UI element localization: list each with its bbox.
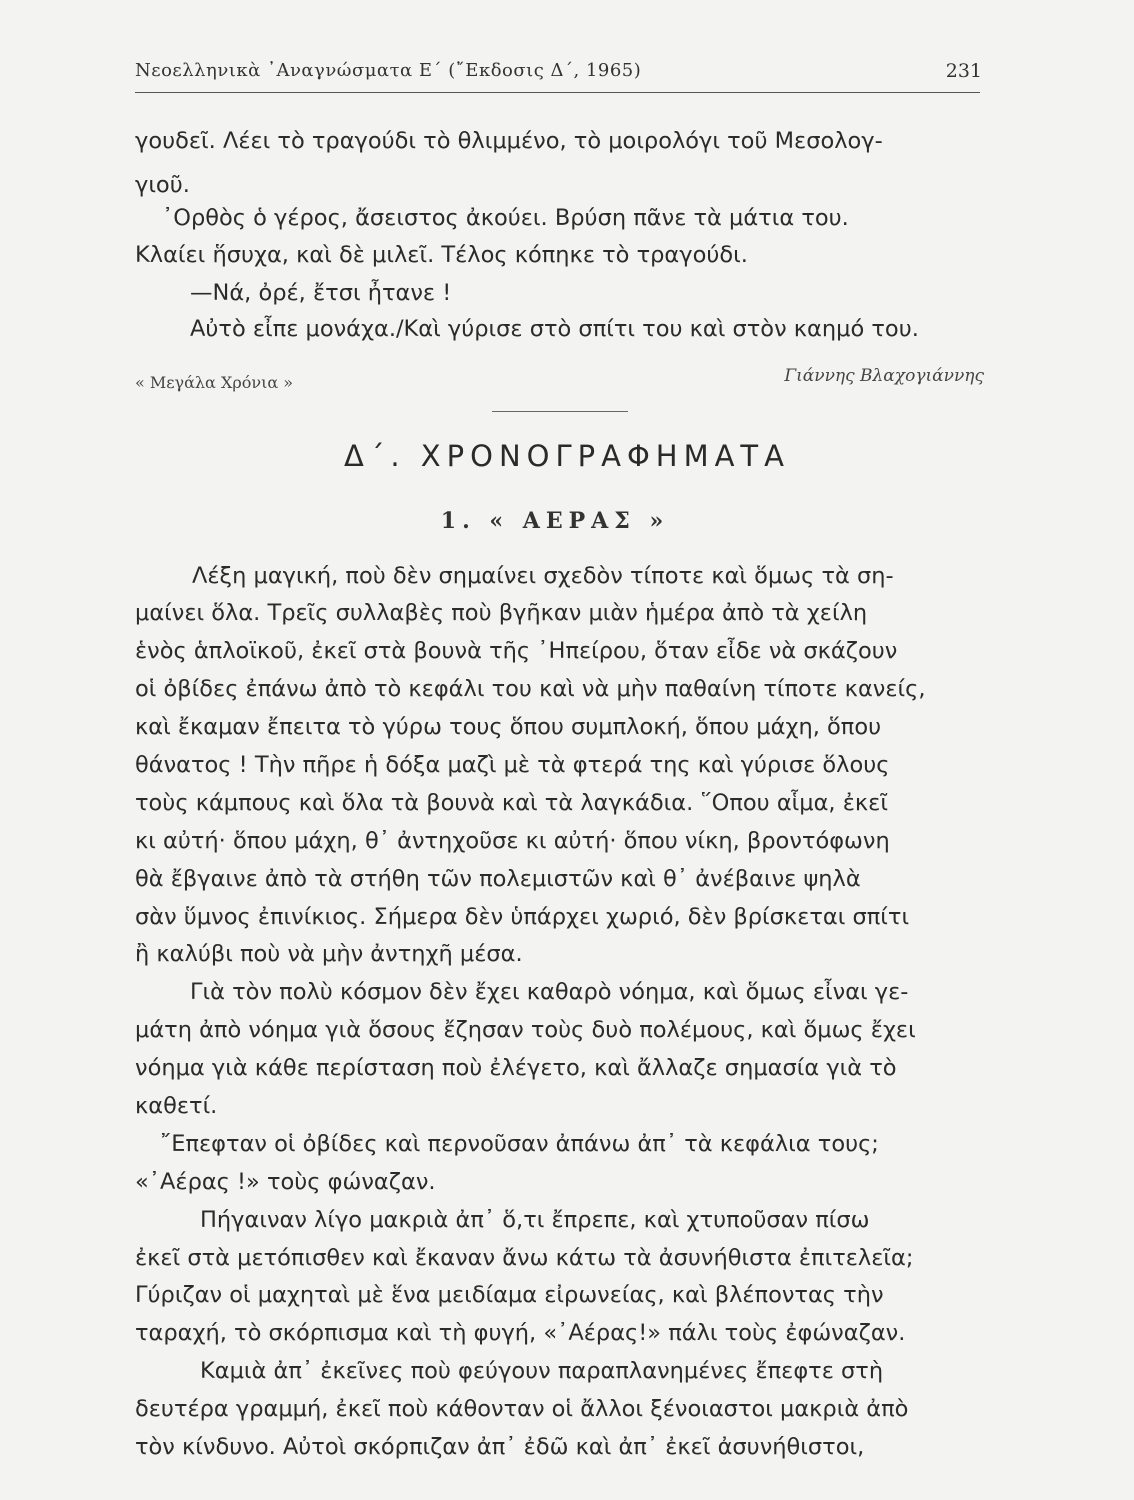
body-line: νόημα γιὰ κάθε περίσταση ποὺ ἐλέγετο, καὶ ἄλλαζε σημασία γιὰ τὸ (135, 1055, 897, 1081)
body-line: δευτέρα γραμμή, ἐκεῖ ποὺ κάθονταν οἱ ἄλλοι ξένοιαστοι μακριὰ ἀπὸ (135, 1396, 909, 1422)
body-line: Πήγαιναν λίγο μακριὰ ἀπ᾿ ὅ,τι ἔπρεπε, καὶ χτυποῦσαν πίσω (200, 1207, 870, 1233)
running-title: Νεοελληνικὰ ᾿Αναγνώσματα Ε΄ (῎Εκδοσις Δ΄, 1965) (135, 60, 642, 81)
excerpt-line: ᾿Ορθὸς ὁ γέρος, ἄσειστος ἀκούει. Βρύση πᾶνε τὰ μάτια του. (162, 205, 849, 231)
body-line: ῎Επεφταν οἱ ὀβίδες καὶ περνοῦσαν ἀπάνω ἀπ᾿ τὰ κεφάλια τους; (160, 1131, 879, 1157)
body-line: Γιὰ τὸν πολὺ κόσμον δὲν ἔχει καθαρὸ νόημα, καὶ ὅμως εἶναι γε- (190, 979, 909, 1005)
excerpt-line: Κλαίει ἥσυχα, καὶ δὲ μιλεῖ. Τέλος κόπηκε τὸ τραγούδι. (135, 242, 748, 268)
section-divider (492, 411, 628, 412)
body-line: κι αὐτή· ὅπου μάχη, θ᾿ ἀντηχοῦσε κι αὐτή· ὅπου νίκη, βροντόφωνη (135, 828, 890, 854)
subsection-title: 1. « ΑΕΡΑΣ » (440, 508, 670, 534)
body-line: μάτη ἀπὸ νόημα γιὰ ὅσους ἔζησαν τοὺς δυὸ πολέμους, καὶ ὅμως ἔχει (135, 1017, 916, 1043)
body-line: ἐκεῖ στὰ μετόπισθεν καὶ ἔκαναν ἄνω κάτω τὰ ἀσυνήθιστα ἐπιτελεῖα; (135, 1245, 914, 1271)
section-title: Δ΄. ΧΡΟΝΟΓΡΑΦΗΜΑΤΑ (343, 439, 790, 473)
excerpt-line: Αὐτὸ εἶπε μονάχα./Καὶ γύρισε στὸ σπίτι του καὶ στὸν καημό του. (190, 316, 919, 342)
author-signature: Γιάννης Βλαχογιάννης (784, 366, 984, 386)
excerpt-line: γουδεῖ. Λέει τὸ τραγούδι τὸ θλιμμένο, τὸ μοιρολόγι τοῦ Μεσολογ- (135, 128, 883, 154)
source-note: « Μεγάλα Χρόνια » (135, 373, 294, 392)
body-line: μαίνει ὅλα. Τρεῖς συλλαβὲς ποὺ βγῆκαν μιὰν ἡμέρα ἀπὸ τὰ χείλη (135, 600, 868, 626)
body-line: Λέξη μαγική, ποὺ δὲν σημαίνει σχεδὸν τίποτε καὶ ὅμως τὰ ση- (192, 563, 894, 589)
body-line: ταραχή, τὸ σκόρπισμα καὶ τὴ φυγή, «᾿Αέρας!» πάλι τοὺς ἐφώναζαν. (135, 1320, 906, 1346)
body-line: καὶ ἔκαμαν ἔπειτα τὸ γύρω τους ὅπου συμπλοκή, ὅπου μάχη, ὅπου (135, 714, 882, 740)
body-line: θὰ ἔβγαινε ἀπὸ τὰ στήθη τῶν πολεμιστῶν καὶ θ᾿ ἀνέβαινε ψηλὰ (135, 866, 861, 892)
body-line: ἢ καλύβι ποὺ νὰ μὴν ἀντηχῆ μέσα. (135, 941, 523, 967)
body-line: τοὺς κάμπους καὶ ὅλα τὰ βουνὰ καὶ τὰ λαγκάδια. ῞Οπου αἷμα, ἐκεῖ (135, 790, 888, 816)
body-line: σὰν ὕμνος ἐπινίκιος. Σήμερα δὲν ὑπάρχει χωριό, δὲν βρίσκεται σπίτι (135, 904, 910, 930)
page-header (135, 60, 982, 96)
body-line: θάνατος ! Τὴν πῆρε ἡ δόξα μαζὶ μὲ τὰ φτερά της καὶ γύρισε ὅλους (135, 752, 890, 778)
excerpt-line: —Νά, ὀρέ, ἔτσι ἦτανε ! (190, 280, 452, 306)
body-line: καθετί. (135, 1093, 218, 1119)
body-line: Καμιὰ ἀπ᾿ ἐκεῖνες ποὺ φεύγουν παραπλανημένες ἔπεφτε στὴ (200, 1358, 884, 1384)
body-line: «᾿Αέρας !» τοὺς φώναζαν. (135, 1169, 436, 1195)
page-number: 231 (945, 60, 982, 82)
body-line: οἱ ὀβίδες ἐπάνω ἀπὸ τὸ κεφάλι του καὶ νὰ μὴν παθαίνη τίποτε κανείς, (135, 676, 926, 702)
header-rule (135, 92, 980, 93)
body-line: τὸν κίνδυνο. Αὐτοὶ σκόρπιζαν ἀπ᾿ ἐδῶ καὶ ἀπ᾿ ἐκεῖ ἀσυνήθιστοι, (135, 1434, 865, 1460)
body-line: ἑνὸς ἁπλοϊκοῦ, ἐκεῖ στὰ βουνὰ τῆς ᾿Ηπείρου, ὅταν εἶδε νὰ σκάζουν (135, 638, 898, 664)
body-line: Γύριζαν οἱ μαχηταὶ μὲ ἕνα μειδίαμα εἰρωνείας, καὶ βλέποντας τὴν (135, 1282, 884, 1308)
excerpt-line: γιοῦ. (135, 172, 190, 198)
